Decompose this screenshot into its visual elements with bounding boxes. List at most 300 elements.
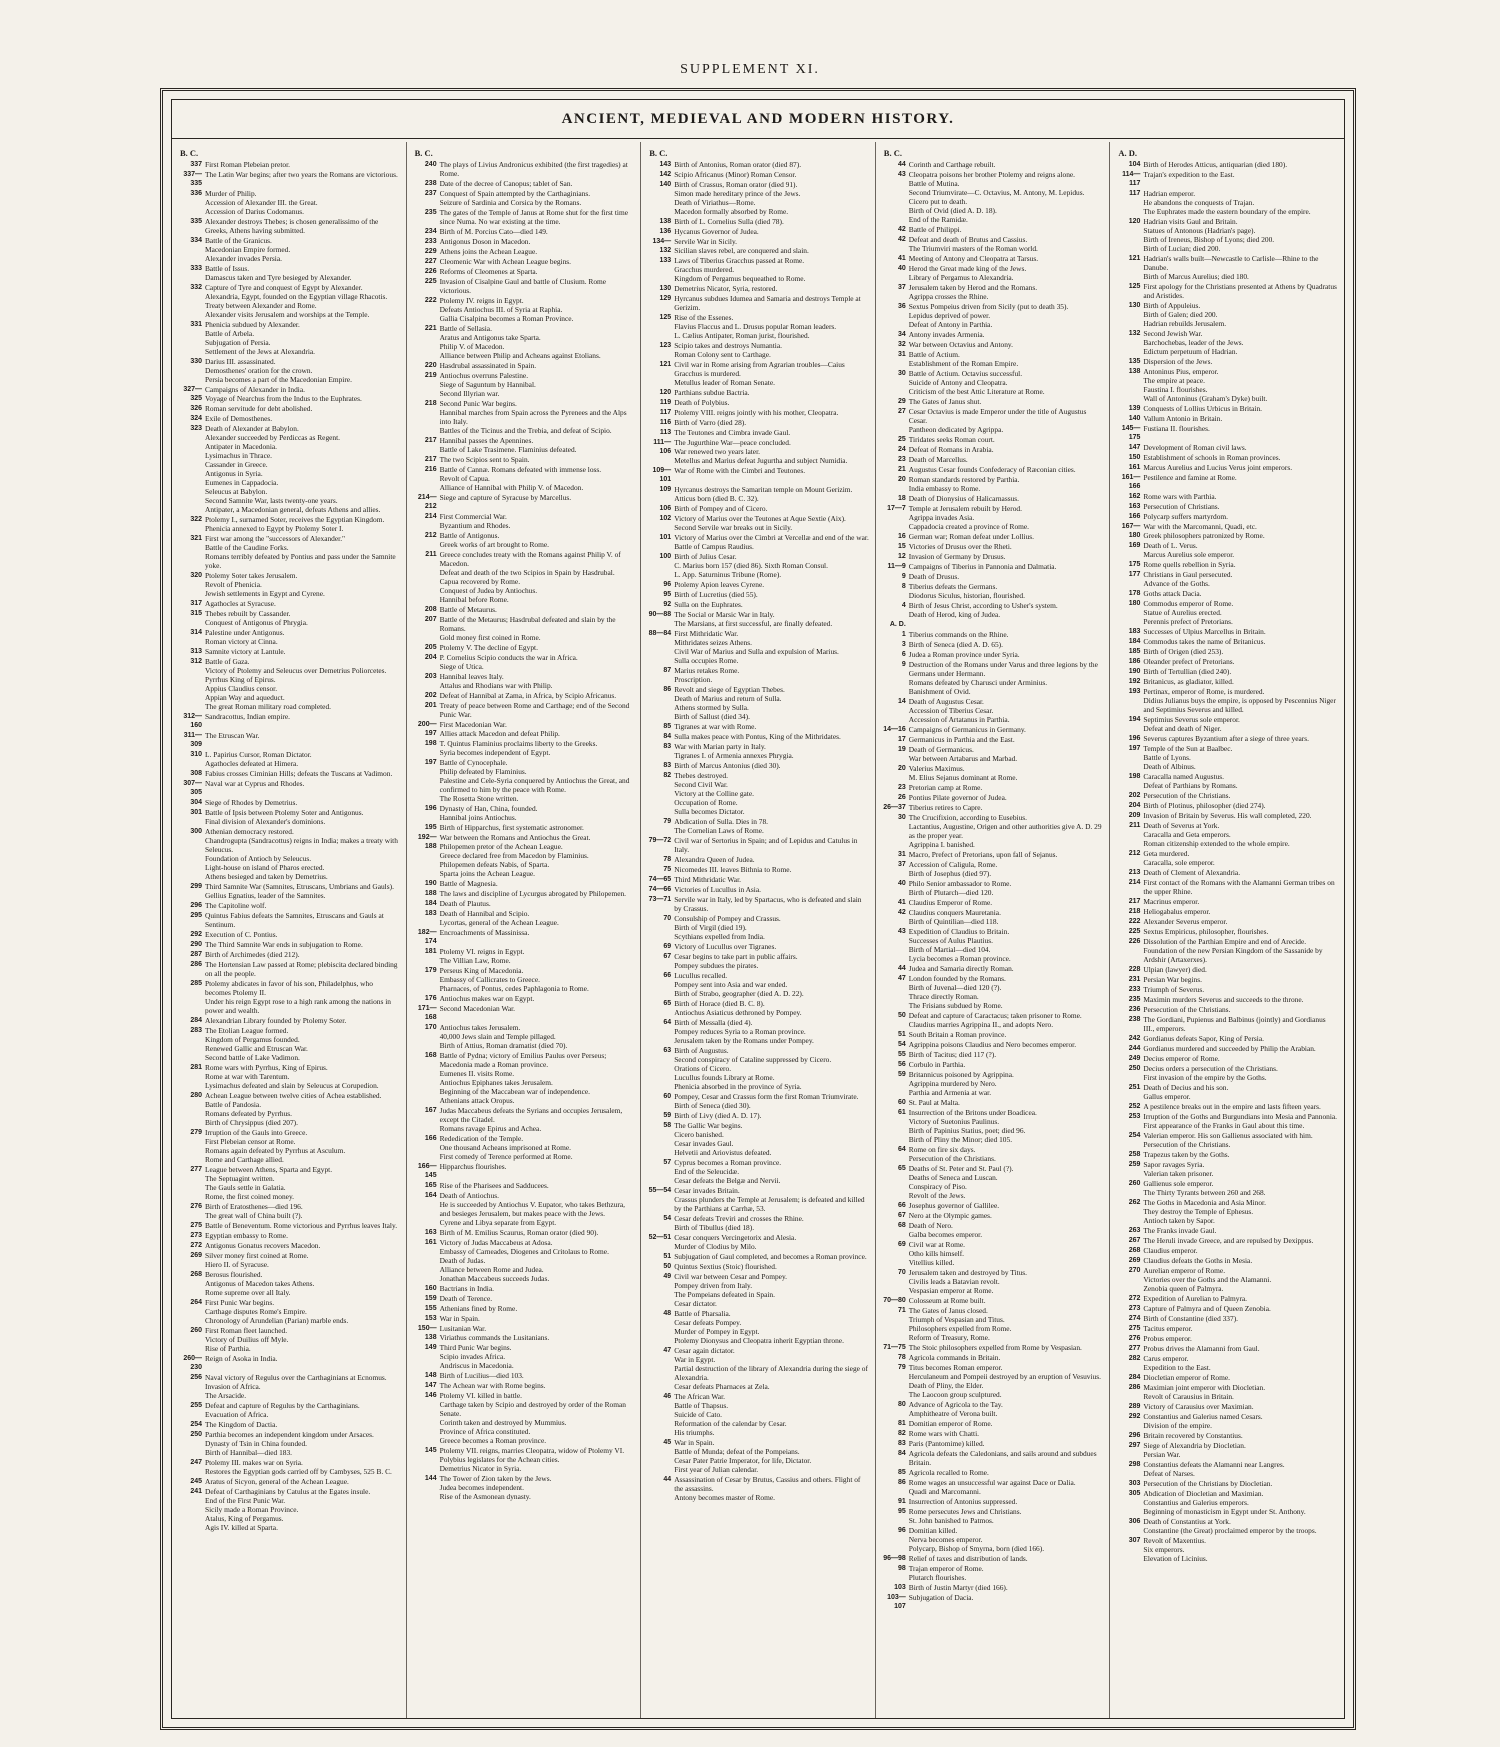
entry-events	[1143, 217, 1338, 253]
entry-events	[440, 227, 635, 236]
history-entry	[882, 1240, 1104, 1267]
entry-year: 164	[424, 1192, 437, 1199]
history-entry	[178, 1487, 400, 1532]
history-entry	[413, 324, 635, 360]
event-text: Battle of Metaurus.	[439, 605, 497, 614]
entry-events	[674, 610, 869, 628]
event-text: Pestilence and famine at Rome.	[1143, 473, 1237, 482]
history-entry	[882, 620, 1104, 629]
history-entry	[882, 1030, 1104, 1039]
history-entry	[647, 1252, 869, 1261]
history-entry	[413, 189, 635, 207]
event-text: Tigranes I. of Armenia annexes Phrygia.	[674, 751, 794, 760]
history-entry	[178, 798, 400, 807]
history-entry	[647, 855, 869, 864]
event-text: War between Artabarus and Marbad.	[908, 754, 1018, 763]
event-text: Birth of M. Emilius Scaurus, Roman orator (died 90).	[439, 1228, 599, 1237]
event-text: Trajan's expedition to the East.	[1143, 170, 1235, 179]
entry-year: 42	[897, 226, 906, 233]
entry-year: 95	[897, 1508, 906, 1515]
event-text: Second Samnite War, lasts twenty-one years.	[205, 496, 338, 505]
history-entry	[647, 1092, 869, 1110]
entry-events	[440, 189, 635, 207]
history-entry	[882, 1439, 1104, 1448]
entry-year: 116	[659, 419, 672, 426]
event-text: War in Spain.	[439, 1314, 480, 1323]
event-text: Victory of Marius over the Cimbri at Vercellæ and end of the war.	[674, 533, 869, 542]
entry-year: 287	[190, 951, 202, 958]
entry-events	[440, 1191, 635, 1227]
entry-year: 292	[190, 931, 202, 938]
entry-year: 270	[1128, 1267, 1141, 1274]
event-text: Didius Julianus buys the empire, is opposed by Pescennius Niger and Septimius Severus and killed.	[1143, 696, 1336, 714]
history-entry	[647, 1158, 869, 1185]
history-entry	[1116, 995, 1338, 1004]
entry-events	[205, 960, 400, 978]
history-entry	[413, 399, 635, 435]
history-entry	[1116, 1150, 1338, 1159]
event-text: The Stoic philosophers expelled from Rome by Vespasian.	[908, 1343, 1082, 1352]
entry-year: 194	[1128, 716, 1141, 723]
event-text: Paris (Pantomime) killed.	[908, 1439, 985, 1448]
event-text: First comedy of Terence performed at Rome.	[439, 1152, 573, 1161]
history-entry	[413, 512, 635, 530]
event-text: Cicero banished.	[674, 1130, 724, 1139]
entry-year: 150	[1128, 454, 1141, 461]
event-text: Sicily made a Roman Province.	[205, 1505, 299, 1514]
event-text: Defeat and capture of Regulus by the Carthaginians.	[205, 1401, 360, 1410]
history-entry	[647, 398, 869, 407]
event-text: Hannibal joins Antiochus.	[439, 813, 517, 822]
event-text: Vespasian emperor at Rome.	[908, 1286, 994, 1295]
event-text: Appius Claudius censor.	[205, 684, 278, 693]
entry-events	[205, 1221, 400, 1230]
event-text: Decius orders a persecution of the Christians.	[1143, 1064, 1278, 1073]
entry-events	[1143, 1266, 1338, 1293]
event-text: Perennis prefect of Pretorians.	[1143, 617, 1233, 626]
event-text: Triumph of Severus.	[1143, 985, 1205, 994]
history-entry	[413, 1134, 635, 1161]
entry-year: 88—84	[648, 630, 672, 637]
entry-events	[1143, 414, 1338, 423]
event-text: Chronology of Arundelian (Parian) marble ends.	[205, 1316, 349, 1325]
event-text: One thousand Acheans imprisoned at Rome.	[439, 1143, 571, 1152]
entry-events	[909, 552, 1104, 561]
entry-year: 121	[1128, 255, 1141, 262]
entry-year: 68	[897, 1222, 906, 1229]
event-text: Persecution of the Christians by Diocletian.	[1143, 1479, 1273, 1488]
entry-year: 120	[659, 389, 672, 396]
event-text: Athenians fined by Rome.	[439, 1304, 518, 1313]
event-text: Metellus and Marius defeat Jugurtha and subject Numidia.	[674, 456, 848, 465]
event-text: Battle of Gaza.	[205, 657, 250, 666]
history-entry	[1116, 637, 1338, 646]
entry-events	[1143, 502, 1338, 511]
event-text: The Arsacide.	[205, 1391, 247, 1400]
event-text: Agrippa invades Asia.	[908, 513, 975, 522]
history-entry	[882, 927, 1104, 963]
entry-events	[1143, 443, 1338, 452]
history-entry	[413, 947, 635, 965]
event-text: Antigonus in Syria.	[205, 469, 263, 478]
event-text: Roman Colony sent to Carthage.	[674, 350, 771, 359]
entry-events	[1143, 667, 1338, 676]
history-entry	[882, 1583, 1104, 1592]
entry-events	[1143, 1489, 1338, 1516]
entry-year: 238	[1128, 1016, 1141, 1023]
event-text: Scipio Africanus (Minor) Roman Censor.	[674, 170, 797, 179]
event-text: Defeat of Antony in Parthia.	[908, 320, 993, 329]
history-entry	[882, 407, 1104, 434]
entry-events	[674, 1121, 869, 1157]
event-text: Phenicia subdued by Alexander.	[205, 320, 300, 329]
entry-year: 202	[424, 692, 437, 699]
entry-year: 113	[659, 429, 672, 436]
entry-year: 60	[663, 1093, 672, 1100]
event-text: The Jugurthine War—peace concluded.	[674, 438, 791, 447]
history-entry	[413, 550, 635, 604]
entry-events	[909, 283, 1104, 301]
event-text: 40,000 Jews slain and Temple pillaged.	[439, 1032, 556, 1041]
event-text: Death of Alexander at Babylon.	[205, 424, 299, 433]
event-text: Philopemen pretor of the Achean League.	[439, 842, 563, 851]
entry-year: 281	[190, 1064, 202, 1071]
entry-events	[440, 966, 635, 993]
entry-year: 251	[1128, 1084, 1141, 1091]
event-text: The Septuagint written.	[205, 1174, 275, 1183]
history-entry	[1116, 1489, 1338, 1516]
event-text: Galba becomes emperor.	[908, 1230, 983, 1239]
entry-year: 190	[1128, 668, 1141, 675]
event-text: Rise of the Asmonean dynasty.	[439, 1492, 531, 1501]
entry-events	[674, 227, 869, 236]
history-entry	[882, 1145, 1104, 1163]
history-entry	[413, 493, 635, 511]
entry-year: 56	[897, 1061, 906, 1068]
event-text: Roman citizenship extended to the whole empire.	[1143, 839, 1290, 848]
entry-year: 222	[424, 297, 437, 304]
entry-year: 162	[1128, 493, 1141, 500]
event-text: Athens joins the Achean League.	[439, 247, 538, 256]
event-text: Death of Decius and his son.	[1143, 1083, 1229, 1092]
entry-year: 296	[1128, 1432, 1141, 1439]
event-text: Alexander visits Jerusalem and worships at the Temple.	[205, 310, 370, 319]
history-entry	[882, 532, 1104, 541]
event-text: The plays of Livius Andronicus exhibited (the first tragedies) at Rome.	[439, 160, 628, 178]
entry-events	[1143, 687, 1338, 714]
event-text: Conquest of Antigonus of Phrygia.	[205, 618, 308, 627]
entry-events	[440, 643, 635, 652]
event-text: Victory at the Colline gate.	[674, 789, 754, 798]
history-entry	[882, 1353, 1104, 1362]
entry-year: 300	[190, 828, 202, 835]
history-entry	[1116, 1314, 1338, 1323]
event-text: Defeat and capture of Caractacus; taken prisoner to Rome.	[908, 1011, 1082, 1020]
entry-year: 264	[190, 1299, 202, 1306]
entry-year: 67	[663, 953, 672, 960]
event-text: Ptolemy IV. reigns in Egypt.	[439, 296, 524, 305]
history-entry	[882, 725, 1104, 734]
entry-year: 226	[1128, 938, 1141, 945]
entry-events	[1143, 367, 1338, 403]
history-entry	[647, 160, 869, 169]
event-text: Deaths of St. Peter and St. Paul (?).	[908, 1164, 1014, 1173]
event-text: C. Marius born 157 (died 86). Sixth Roman Consul.	[674, 561, 828, 570]
entry-year: 20	[897, 765, 906, 772]
history-entry	[178, 170, 400, 188]
history-entry	[1116, 1334, 1338, 1343]
event-text: Cesar defeats Pharnaces at Zela.	[674, 1382, 770, 1391]
event-text: Defeat of Carthaginians by Catulus at the Egates insule.	[205, 1487, 371, 1496]
history-entry	[413, 994, 635, 1003]
entry-events	[674, 1111, 869, 1120]
event-text: Romans again defeated by Pyrrhus at Asculum.	[205, 1146, 346, 1155]
event-text: First contact of the Romans with the Alamanni German tribes on the upper Rhine.	[1143, 878, 1335, 896]
entry-events	[205, 930, 400, 939]
entry-events	[909, 1240, 1104, 1267]
history-entry	[1116, 512, 1338, 521]
entry-events	[909, 697, 1104, 724]
event-text: Rome, the first coined money.	[205, 1192, 295, 1201]
event-text: First Punic War begins.	[205, 1298, 275, 1307]
entry-events	[674, 408, 869, 417]
event-text: Revolt of Phenicia.	[205, 580, 262, 589]
event-text: Embassy of Carneades, Diogenes and Critolaus to Rome.	[439, 1247, 609, 1256]
history-entry	[647, 817, 869, 835]
entry-year: 254	[190, 1421, 202, 1428]
entry-events	[1143, 189, 1338, 216]
event-text: Division of the empire.	[1143, 1421, 1212, 1430]
entry-events	[205, 1202, 400, 1220]
entry-events	[440, 208, 635, 226]
event-text: Invasion of Cisalpine Gaul and battle of Clusium. Rome victorious.	[439, 277, 607, 295]
history-entry	[647, 742, 869, 760]
event-text: Polybius legislates for the Achean cities.	[439, 1455, 560, 1464]
event-text: Lepidus deprived of power.	[908, 311, 991, 320]
entry-events	[674, 170, 869, 179]
entry-events	[205, 424, 400, 514]
entry-events	[909, 1526, 1104, 1553]
event-text: The Crucifixion, according to Eusebius.	[908, 813, 1028, 822]
history-entry	[647, 875, 869, 884]
event-text: Rome wars with Chatti.	[908, 1429, 979, 1438]
entry-events	[440, 1474, 635, 1501]
entry-year: 104	[1128, 161, 1141, 168]
history-entry	[1116, 985, 1338, 994]
entry-events	[440, 1314, 635, 1323]
entry-year: 69	[897, 1241, 906, 1248]
event-text: Macedon formally absorbed by Rome.	[674, 207, 789, 216]
event-text: Cesar begins to take part in public affairs.	[674, 952, 798, 961]
history-entry	[882, 850, 1104, 859]
event-text: The gates of the Temple of Janus at Rome shut for the first time since Numa. No war existing at the time.	[439, 208, 628, 226]
history-entry	[882, 813, 1104, 849]
entry-events	[1143, 791, 1338, 800]
entry-events	[909, 302, 1104, 329]
event-text: Second conspiracy of Cataline suppressed by Cicero.	[674, 1055, 832, 1064]
history-entry	[647, 180, 869, 216]
entry-events	[909, 235, 1104, 253]
history-entry	[178, 901, 400, 910]
event-text: Naval victory of Regulus over the Carthaginians at Ecnomus.	[205, 1373, 387, 1382]
event-text: Tigranes at war with Rome.	[674, 722, 757, 731]
entry-events	[1143, 878, 1338, 896]
event-text: Second battle of Lake Vadimon.	[205, 1053, 300, 1062]
columns-container	[172, 142, 1344, 1718]
entry-year: 71—75	[883, 1344, 906, 1351]
history-entry	[882, 1201, 1104, 1210]
entry-year: 90—88	[648, 611, 672, 618]
entry-year: 117	[1129, 190, 1141, 197]
entry-events	[1143, 897, 1338, 906]
event-text: Constantius and Galerius named Cesars.	[1143, 1412, 1263, 1421]
entry-events	[674, 742, 869, 760]
event-text: Agricola recalled to Rome.	[908, 1468, 989, 1477]
history-entry	[178, 217, 400, 235]
entry-year: 220	[424, 362, 437, 369]
event-text: Ptolemy VIII. reigns jointly with his mother, Cleopatra.	[674, 408, 839, 417]
entry-events	[909, 1343, 1104, 1352]
event-text: Ptolemy Apion leaves Cyrene.	[674, 580, 765, 589]
event-text: Otho kills himself.	[908, 1249, 965, 1258]
entry-year: 188	[424, 890, 437, 897]
entry-events	[1143, 424, 1338, 442]
history-entry	[1116, 715, 1338, 733]
entry-events	[1143, 1044, 1338, 1053]
history-entry	[413, 1181, 635, 1190]
event-text: Campaigns of Tiberius in Pannonia and Dalmatia.	[908, 562, 1057, 571]
event-text: Accession of Darius Codomanus.	[205, 207, 304, 216]
history-entry	[178, 1458, 400, 1476]
history-entry	[178, 1241, 400, 1250]
event-text: Antigonus Gonatus recovers Macedon.	[205, 1241, 321, 1250]
event-text: Final division of Alexander's dominions.	[205, 817, 326, 826]
entry-events	[909, 1268, 1104, 1295]
entry-events	[674, 629, 869, 665]
event-text: Subjugation of Dacia.	[908, 1593, 974, 1602]
event-text: Siege and capture of Syracuse by Marcellus.	[439, 493, 572, 502]
history-entry	[882, 397, 1104, 406]
event-text: Quintus Sextius (Stoic) flourished.	[674, 1262, 777, 1271]
entry-events	[909, 640, 1104, 649]
entry-year: 322	[190, 516, 202, 523]
entry-year: 81	[897, 1420, 906, 1427]
event-text: Establishment of the Roman Empire.	[908, 359, 1019, 368]
history-entry	[178, 750, 400, 768]
entry-events	[674, 418, 869, 427]
event-text: Evacuation of Africa.	[205, 1410, 269, 1419]
event-text: Hadrian's walls built—Newcastle to Carlisle—Rhine to the Danube.	[1143, 254, 1319, 272]
history-entry	[178, 731, 400, 749]
event-text: The Frisians subdued by Rome.	[908, 1001, 1003, 1010]
history-entry	[1116, 687, 1338, 714]
event-text: Civil war at Rome.	[908, 1240, 966, 1249]
event-text: Nicomedes III. leaves Bithnia to Rome.	[674, 865, 792, 874]
entry-year: 85	[897, 1469, 906, 1476]
entry-year: 132	[1128, 330, 1141, 337]
entry-events	[205, 1420, 400, 1429]
event-text: Hannibal passes the Apennines.	[439, 436, 534, 445]
entry-events	[440, 361, 635, 370]
entry-year: 129	[659, 295, 672, 302]
history-entry	[647, 685, 869, 721]
history-entry	[178, 1270, 400, 1297]
column-2	[406, 142, 641, 1718]
event-text: Birth of Julius Cesar.	[674, 552, 737, 561]
history-entry	[647, 552, 869, 579]
entry-events	[1143, 927, 1338, 936]
history-entry	[882, 435, 1104, 444]
event-text: Claudius conquers Mauretania.	[908, 908, 1001, 917]
event-text: Birth of Justin Martyr (died 166).	[908, 1583, 1008, 1592]
entry-year: 292	[1128, 1413, 1141, 1420]
event-text: Kingdom of Pergamus founded.	[205, 1035, 300, 1044]
entry-events	[440, 1446, 635, 1473]
event-text: The great wall of China built (?).	[205, 1211, 303, 1220]
event-text: Claudius defeats the Goths in Mesia.	[1143, 1256, 1253, 1265]
entry-events	[909, 1211, 1104, 1220]
event-text: Marcus Aurelius sole emperor.	[1143, 550, 1235, 559]
event-text: Lysimachus in Thrace.	[205, 451, 272, 460]
entry-year: 283	[190, 1027, 202, 1034]
event-text: Revolt of the Jews.	[908, 1191, 966, 1200]
event-text: Birth of Seneca (died 30).	[674, 1101, 751, 1110]
entry-year: 85	[663, 723, 672, 730]
entry-year: 142	[659, 171, 672, 178]
entry-year: 214	[1128, 879, 1141, 886]
event-text: Persecution of the Christians.	[1143, 791, 1231, 800]
event-text: Birth of Eratosthenes—died 196.	[205, 1202, 303, 1211]
entry-year: 79—72	[648, 837, 672, 844]
entry-events	[205, 599, 400, 608]
column-5	[1109, 142, 1344, 1718]
history-entry	[647, 610, 869, 628]
event-text: War between Octavius and Antony.	[908, 340, 1013, 349]
event-text: Birth of Pliny the Minor; died 105.	[908, 1135, 1013, 1144]
entry-year: 334	[190, 237, 202, 244]
history-entry	[1116, 189, 1338, 216]
entry-year: 103—107	[887, 1594, 906, 1610]
history-entry	[882, 1343, 1104, 1352]
entry-events	[674, 1046, 869, 1091]
event-text: Advance of Agricola to the Tay.	[908, 1400, 1003, 1409]
event-text: Successes of Ulpius Marcellus in Britain.	[1143, 627, 1266, 636]
entry-events	[909, 927, 1104, 963]
entry-events	[909, 445, 1104, 454]
history-entry	[647, 217, 869, 226]
event-text: Pretorian camp at Rome.	[908, 783, 983, 792]
entry-year: 66	[663, 972, 672, 979]
event-text: Lucullus recalled.	[674, 971, 728, 980]
history-entry	[647, 771, 869, 816]
entry-events	[909, 1449, 1104, 1467]
event-text: Sapor ravages Syria.	[1143, 1160, 1205, 1169]
entry-events	[674, 666, 869, 684]
entry-year: 21	[897, 466, 906, 473]
entry-year: 237	[424, 190, 437, 197]
history-entry	[1116, 772, 1338, 790]
event-text: Egyptian embassy to Rome.	[205, 1231, 288, 1240]
entry-events	[909, 1400, 1104, 1418]
event-text: Nero at the Olympic games.	[908, 1211, 992, 1220]
entry-events	[909, 860, 1104, 878]
event-text: Reformation of the calendar by Cesar.	[674, 1419, 787, 1428]
entry-year: 36	[897, 303, 906, 310]
event-text: Hannibal leaves Italy.	[439, 672, 504, 681]
history-entry	[882, 1108, 1104, 1144]
event-text: The Etruscan War.	[205, 731, 260, 740]
entry-events	[1143, 1344, 1338, 1353]
